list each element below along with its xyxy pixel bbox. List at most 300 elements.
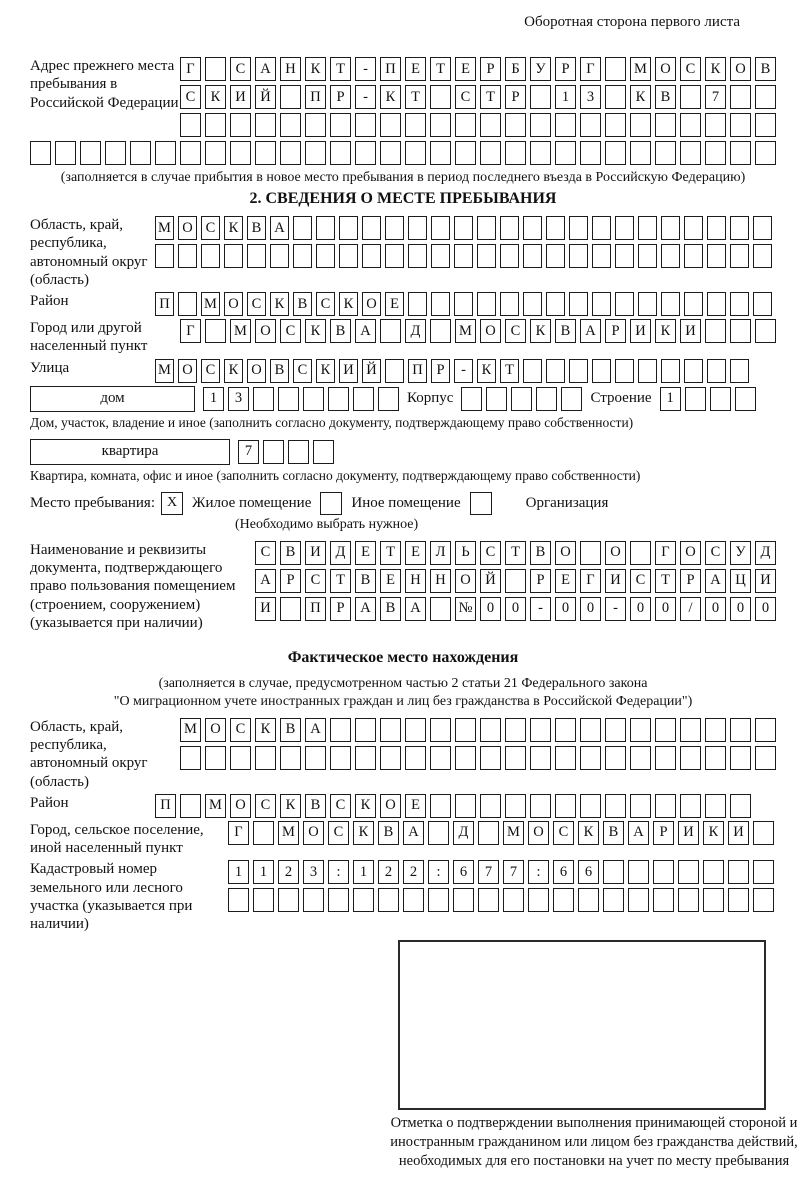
- char-cell[interactable]: С: [330, 794, 351, 818]
- char-cell[interactable]: [546, 244, 565, 268]
- char-cell[interactable]: С: [247, 292, 266, 316]
- char-cell[interactable]: 2: [403, 860, 424, 884]
- char-cell[interactable]: С: [480, 541, 501, 565]
- char-cell[interactable]: А: [355, 597, 376, 621]
- char-cell[interactable]: М: [503, 821, 524, 845]
- char-cell[interactable]: А: [628, 821, 649, 845]
- char-cell[interactable]: В: [247, 216, 266, 240]
- char-cell[interactable]: [603, 860, 624, 884]
- char-cell[interactable]: [661, 244, 680, 268]
- char-cell[interactable]: [328, 888, 349, 912]
- char-cell[interactable]: [638, 292, 657, 316]
- char-cell[interactable]: К: [703, 821, 724, 845]
- char-cell[interactable]: В: [380, 597, 401, 621]
- char-cell[interactable]: [730, 794, 751, 818]
- char-cell[interactable]: [703, 860, 724, 884]
- gorod-row[interactable]: [180, 319, 776, 343]
- char-cell[interactable]: 1: [253, 860, 274, 884]
- char-cell[interactable]: [555, 746, 576, 770]
- char-cell[interactable]: Т: [380, 541, 401, 565]
- char-cell[interactable]: [523, 244, 542, 268]
- char-cell[interactable]: [155, 244, 174, 268]
- char-cell[interactable]: [430, 794, 451, 818]
- char-cell[interactable]: [680, 794, 701, 818]
- char-cell[interactable]: А: [580, 319, 601, 343]
- char-cell[interactable]: Е: [405, 794, 426, 818]
- char-cell[interactable]: [561, 387, 582, 411]
- char-cell[interactable]: /: [680, 597, 701, 621]
- char-cell[interactable]: [385, 244, 404, 268]
- char-cell[interactable]: У: [730, 541, 751, 565]
- char-cell[interactable]: [753, 292, 772, 316]
- char-cell[interactable]: С: [230, 718, 251, 742]
- char-cell[interactable]: [380, 718, 401, 742]
- char-cell[interactable]: Й: [480, 569, 501, 593]
- char-cell[interactable]: [553, 888, 574, 912]
- char-cell[interactable]: А: [403, 821, 424, 845]
- char-cell[interactable]: [730, 244, 749, 268]
- char-cell[interactable]: Г: [580, 569, 601, 593]
- char-cell[interactable]: [278, 387, 299, 411]
- char-cell[interactable]: О: [178, 216, 197, 240]
- char-cell[interactable]: [569, 216, 588, 240]
- char-cell[interactable]: Г: [655, 541, 676, 565]
- char-cell[interactable]: О: [480, 319, 501, 343]
- char-cell[interactable]: А: [355, 319, 376, 343]
- char-cell[interactable]: [477, 292, 496, 316]
- char-cell[interactable]: [569, 359, 588, 383]
- char-cell[interactable]: И: [630, 319, 651, 343]
- char-cell[interactable]: К: [339, 292, 358, 316]
- char-cell[interactable]: [505, 746, 526, 770]
- char-cell[interactable]: С: [705, 541, 726, 565]
- char-cell[interactable]: [454, 292, 473, 316]
- char-cell[interactable]: О: [528, 821, 549, 845]
- char-cell[interactable]: [428, 888, 449, 912]
- char-cell[interactable]: [580, 794, 601, 818]
- char-cell[interactable]: [678, 860, 699, 884]
- ulitsa-row[interactable]: [155, 359, 749, 383]
- char-cell[interactable]: В: [555, 319, 576, 343]
- char-cell[interactable]: [180, 794, 201, 818]
- char-cell[interactable]: [455, 794, 476, 818]
- char-cell[interactable]: [755, 319, 776, 343]
- char-cell[interactable]: [703, 888, 724, 912]
- char-cell[interactable]: [753, 888, 774, 912]
- char-cell[interactable]: [454, 244, 473, 268]
- char-cell[interactable]: [339, 244, 358, 268]
- char-cell[interactable]: [630, 746, 651, 770]
- char-cell[interactable]: [630, 541, 651, 565]
- doc-row-1[interactable]: [255, 541, 776, 565]
- char-cell[interactable]: [224, 244, 243, 268]
- char-cell[interactable]: М: [278, 821, 299, 845]
- char-cell[interactable]: [707, 359, 726, 383]
- char-cell[interactable]: М: [180, 718, 201, 742]
- char-cell[interactable]: [730, 216, 749, 240]
- char-cell[interactable]: [710, 387, 731, 411]
- char-cell[interactable]: П: [155, 292, 174, 316]
- char-cell[interactable]: [605, 718, 626, 742]
- char-cell[interactable]: [523, 359, 542, 383]
- char-cell[interactable]: [592, 216, 611, 240]
- checkbox-inoe[interactable]: [320, 492, 342, 515]
- char-cell[interactable]: 0: [555, 597, 576, 621]
- char-cell[interactable]: Д: [330, 541, 351, 565]
- char-cell[interactable]: [569, 292, 588, 316]
- char-cell[interactable]: [705, 794, 726, 818]
- char-cell[interactable]: [523, 216, 542, 240]
- char-cell[interactable]: [707, 244, 726, 268]
- char-cell[interactable]: [201, 244, 220, 268]
- checkbox-zhiloe[interactable]: X: [161, 492, 183, 515]
- char-cell[interactable]: И: [255, 597, 276, 621]
- char-cell[interactable]: К: [316, 359, 335, 383]
- char-cell[interactable]: [305, 746, 326, 770]
- char-cell[interactable]: [605, 794, 626, 818]
- char-cell[interactable]: [528, 888, 549, 912]
- char-cell[interactable]: Р: [431, 359, 450, 383]
- char-cell[interactable]: [230, 746, 251, 770]
- char-cell[interactable]: К: [224, 216, 243, 240]
- char-cell[interactable]: М: [455, 319, 476, 343]
- char-cell[interactable]: В: [530, 541, 551, 565]
- oblast-fact-row-2[interactable]: [180, 746, 776, 770]
- char-cell[interactable]: В: [280, 541, 301, 565]
- char-cell[interactable]: [385, 216, 404, 240]
- char-cell[interactable]: А: [270, 216, 289, 240]
- char-cell[interactable]: О: [247, 359, 266, 383]
- char-cell[interactable]: [653, 888, 674, 912]
- char-cell[interactable]: [530, 794, 551, 818]
- char-cell[interactable]: 0: [705, 597, 726, 621]
- char-cell[interactable]: [755, 718, 776, 742]
- char-cell[interactable]: О: [555, 541, 576, 565]
- char-cell[interactable]: [454, 216, 473, 240]
- char-cell[interactable]: [638, 244, 657, 268]
- char-cell[interactable]: [478, 821, 499, 845]
- char-cell[interactable]: [730, 319, 751, 343]
- char-cell[interactable]: [303, 888, 324, 912]
- char-cell[interactable]: [680, 718, 701, 742]
- char-cell[interactable]: [316, 244, 335, 268]
- char-cell[interactable]: Т: [330, 569, 351, 593]
- char-cell[interactable]: :: [328, 860, 349, 884]
- char-cell[interactable]: [653, 860, 674, 884]
- char-cell[interactable]: [428, 821, 449, 845]
- char-cell[interactable]: М: [155, 359, 174, 383]
- char-cell[interactable]: [480, 746, 501, 770]
- char-cell[interactable]: [628, 888, 649, 912]
- char-cell[interactable]: [408, 244, 427, 268]
- char-cell[interactable]: [353, 387, 374, 411]
- char-cell[interactable]: [380, 746, 401, 770]
- char-cell[interactable]: -: [530, 597, 551, 621]
- char-cell[interactable]: 6: [578, 860, 599, 884]
- char-cell[interactable]: [362, 216, 381, 240]
- char-cell[interactable]: [730, 292, 749, 316]
- char-cell[interactable]: К: [655, 319, 676, 343]
- oblast-row-2[interactable]: [155, 244, 772, 268]
- char-cell[interactable]: -: [454, 359, 473, 383]
- char-cell[interactable]: М: [201, 292, 220, 316]
- char-cell[interactable]: [503, 888, 524, 912]
- char-cell[interactable]: [661, 216, 680, 240]
- char-cell[interactable]: [362, 244, 381, 268]
- char-cell[interactable]: С: [255, 794, 276, 818]
- char-cell[interactable]: [530, 718, 551, 742]
- char-cell[interactable]: [430, 319, 451, 343]
- char-cell[interactable]: [328, 387, 349, 411]
- char-cell[interactable]: А: [705, 569, 726, 593]
- char-cell[interactable]: С: [280, 319, 301, 343]
- char-cell[interactable]: [270, 244, 289, 268]
- char-cell[interactable]: [316, 216, 335, 240]
- doc-row-2[interactable]: [255, 569, 776, 593]
- char-cell[interactable]: [403, 888, 424, 912]
- char-cell[interactable]: [431, 292, 450, 316]
- char-cell[interactable]: А: [255, 569, 276, 593]
- char-cell[interactable]: [730, 718, 751, 742]
- char-cell[interactable]: [592, 244, 611, 268]
- char-cell[interactable]: А: [305, 718, 326, 742]
- char-cell[interactable]: [753, 821, 774, 845]
- char-cell[interactable]: [430, 597, 451, 621]
- char-cell[interactable]: 0: [730, 597, 751, 621]
- char-cell[interactable]: Н: [405, 569, 426, 593]
- kadastr-row-1[interactable]: [228, 860, 774, 884]
- oblast-fact-row-1[interactable]: [180, 718, 776, 742]
- char-cell[interactable]: 0: [505, 597, 526, 621]
- char-cell[interactable]: О: [303, 821, 324, 845]
- char-cell[interactable]: П: [155, 794, 176, 818]
- char-cell[interactable]: [505, 794, 526, 818]
- char-cell[interactable]: [455, 746, 476, 770]
- char-cell[interactable]: О: [205, 718, 226, 742]
- doc-row-3[interactable]: [255, 597, 776, 621]
- char-cell[interactable]: [253, 387, 274, 411]
- char-cell[interactable]: О: [178, 359, 197, 383]
- char-cell[interactable]: Е: [355, 541, 376, 565]
- char-cell[interactable]: [546, 216, 565, 240]
- char-cell[interactable]: Т: [655, 569, 676, 593]
- char-cell[interactable]: [330, 718, 351, 742]
- raion-row[interactable]: [155, 292, 772, 316]
- char-cell[interactable]: [228, 888, 249, 912]
- char-cell[interactable]: [505, 569, 526, 593]
- char-cell[interactable]: [753, 244, 772, 268]
- char-cell[interactable]: [684, 216, 703, 240]
- char-cell[interactable]: 6: [453, 860, 474, 884]
- char-cell[interactable]: [735, 387, 756, 411]
- char-cell[interactable]: Л: [430, 541, 451, 565]
- char-cell[interactable]: [280, 746, 301, 770]
- char-cell[interactable]: [455, 718, 476, 742]
- char-cell[interactable]: 7: [238, 440, 259, 464]
- char-cell[interactable]: [680, 746, 701, 770]
- char-cell[interactable]: О: [380, 794, 401, 818]
- char-cell[interactable]: [705, 319, 726, 343]
- char-cell[interactable]: [280, 597, 301, 621]
- char-cell[interactable]: И: [680, 319, 701, 343]
- char-cell[interactable]: [500, 244, 519, 268]
- char-cell[interactable]: [278, 888, 299, 912]
- char-cell[interactable]: 3: [228, 387, 249, 411]
- char-cell[interactable]: Р: [330, 597, 351, 621]
- char-cell[interactable]: [523, 292, 542, 316]
- char-cell[interactable]: 1: [203, 387, 224, 411]
- char-cell[interactable]: [500, 292, 519, 316]
- char-cell[interactable]: [303, 387, 324, 411]
- char-cell[interactable]: С: [293, 359, 312, 383]
- char-cell[interactable]: Р: [605, 319, 626, 343]
- char-cell[interactable]: [615, 292, 634, 316]
- char-cell[interactable]: М: [205, 794, 226, 818]
- char-cell[interactable]: [313, 440, 334, 464]
- char-cell[interactable]: [378, 387, 399, 411]
- char-cell[interactable]: [728, 860, 749, 884]
- char-cell[interactable]: К: [270, 292, 289, 316]
- char-cell[interactable]: Г: [228, 821, 249, 845]
- char-cell[interactable]: К: [530, 319, 551, 343]
- char-cell[interactable]: К: [224, 359, 243, 383]
- char-cell[interactable]: [555, 718, 576, 742]
- char-cell[interactable]: 2: [278, 860, 299, 884]
- char-cell[interactable]: [478, 888, 499, 912]
- char-cell[interactable]: В: [603, 821, 624, 845]
- char-cell[interactable]: И: [339, 359, 358, 383]
- char-cell[interactable]: В: [280, 718, 301, 742]
- char-cell[interactable]: С: [505, 319, 526, 343]
- char-cell[interactable]: [580, 746, 601, 770]
- char-cell[interactable]: О: [230, 794, 251, 818]
- char-cell[interactable]: Д: [405, 319, 426, 343]
- char-cell[interactable]: [253, 821, 274, 845]
- char-cell[interactable]: [477, 216, 496, 240]
- char-cell[interactable]: 3: [303, 860, 324, 884]
- char-cell[interactable]: С: [630, 569, 651, 593]
- char-cell[interactable]: [511, 387, 532, 411]
- char-cell[interactable]: [592, 292, 611, 316]
- char-cell[interactable]: [615, 244, 634, 268]
- char-cell[interactable]: [705, 746, 726, 770]
- char-cell[interactable]: М: [155, 216, 174, 240]
- char-cell[interactable]: [655, 746, 676, 770]
- char-cell[interactable]: 0: [755, 597, 776, 621]
- char-cell[interactable]: :: [428, 860, 449, 884]
- char-cell[interactable]: [730, 359, 749, 383]
- char-cell[interactable]: [486, 387, 507, 411]
- char-cell[interactable]: Г: [180, 319, 201, 343]
- char-cell[interactable]: С: [305, 569, 326, 593]
- char-cell[interactable]: [753, 216, 772, 240]
- char-cell[interactable]: 1: [660, 387, 681, 411]
- char-cell[interactable]: [661, 292, 680, 316]
- char-cell[interactable]: [655, 794, 676, 818]
- char-cell[interactable]: [477, 244, 496, 268]
- char-cell[interactable]: [555, 794, 576, 818]
- char-cell[interactable]: [580, 541, 601, 565]
- char-cell[interactable]: 1: [353, 860, 374, 884]
- char-cell[interactable]: К: [353, 821, 374, 845]
- char-cell[interactable]: [628, 860, 649, 884]
- char-cell[interactable]: Е: [380, 569, 401, 593]
- char-cell[interactable]: К: [255, 718, 276, 742]
- char-cell[interactable]: Д: [755, 541, 776, 565]
- char-cell[interactable]: 1: [228, 860, 249, 884]
- char-cell[interactable]: [728, 888, 749, 912]
- char-cell[interactable]: О: [605, 541, 626, 565]
- char-cell[interactable]: Ц: [730, 569, 751, 593]
- char-cell[interactable]: П: [408, 359, 427, 383]
- char-cell[interactable]: [178, 292, 197, 316]
- char-cell[interactable]: [505, 718, 526, 742]
- char-cell[interactable]: В: [270, 359, 289, 383]
- char-cell[interactable]: Е: [405, 541, 426, 565]
- char-cell[interactable]: Е: [555, 569, 576, 593]
- char-cell[interactable]: К: [355, 794, 376, 818]
- char-cell[interactable]: [339, 216, 358, 240]
- char-cell[interactable]: [684, 244, 703, 268]
- kvartira-cells[interactable]: [238, 440, 334, 464]
- char-cell[interactable]: О: [224, 292, 243, 316]
- char-cell[interactable]: И: [678, 821, 699, 845]
- char-cell[interactable]: Ь: [455, 541, 476, 565]
- char-cell[interactable]: [408, 292, 427, 316]
- char-cell[interactable]: К: [578, 821, 599, 845]
- char-cell[interactable]: [453, 888, 474, 912]
- gorod-fact-row[interactable]: [228, 821, 774, 845]
- kadastr-row-2[interactable]: [228, 888, 774, 912]
- char-cell[interactable]: [630, 718, 651, 742]
- char-cell[interactable]: [180, 746, 201, 770]
- char-cell[interactable]: С: [201, 359, 220, 383]
- char-cell[interactable]: Р: [653, 821, 674, 845]
- char-cell[interactable]: [253, 888, 274, 912]
- char-cell[interactable]: [378, 888, 399, 912]
- char-cell[interactable]: [678, 888, 699, 912]
- checkbox-org[interactable]: [470, 492, 492, 515]
- char-cell[interactable]: Р: [280, 569, 301, 593]
- char-cell[interactable]: [615, 216, 634, 240]
- char-cell[interactable]: 6: [553, 860, 574, 884]
- char-cell[interactable]: [255, 746, 276, 770]
- char-cell[interactable]: Е: [385, 292, 404, 316]
- char-cell[interactable]: Т: [500, 359, 519, 383]
- char-cell[interactable]: С: [328, 821, 349, 845]
- char-cell[interactable]: [705, 718, 726, 742]
- char-cell[interactable]: И: [605, 569, 626, 593]
- char-cell[interactable]: Й: [362, 359, 381, 383]
- raion-fact-row[interactable]: [155, 794, 751, 818]
- char-cell[interactable]: [684, 292, 703, 316]
- oblast-row-1[interactable]: [155, 216, 772, 240]
- char-cell[interactable]: И: [305, 541, 326, 565]
- char-cell[interactable]: [655, 718, 676, 742]
- char-cell[interactable]: [405, 746, 426, 770]
- char-cell[interactable]: 0: [630, 597, 651, 621]
- char-cell[interactable]: [293, 216, 312, 240]
- char-cell[interactable]: [615, 359, 634, 383]
- char-cell[interactable]: О: [255, 319, 276, 343]
- char-cell[interactable]: С: [553, 821, 574, 845]
- char-cell[interactable]: [405, 718, 426, 742]
- char-cell[interactable]: [353, 888, 374, 912]
- char-cell[interactable]: [247, 244, 266, 268]
- char-cell[interactable]: [530, 746, 551, 770]
- char-cell[interactable]: [592, 359, 611, 383]
- char-cell[interactable]: О: [362, 292, 381, 316]
